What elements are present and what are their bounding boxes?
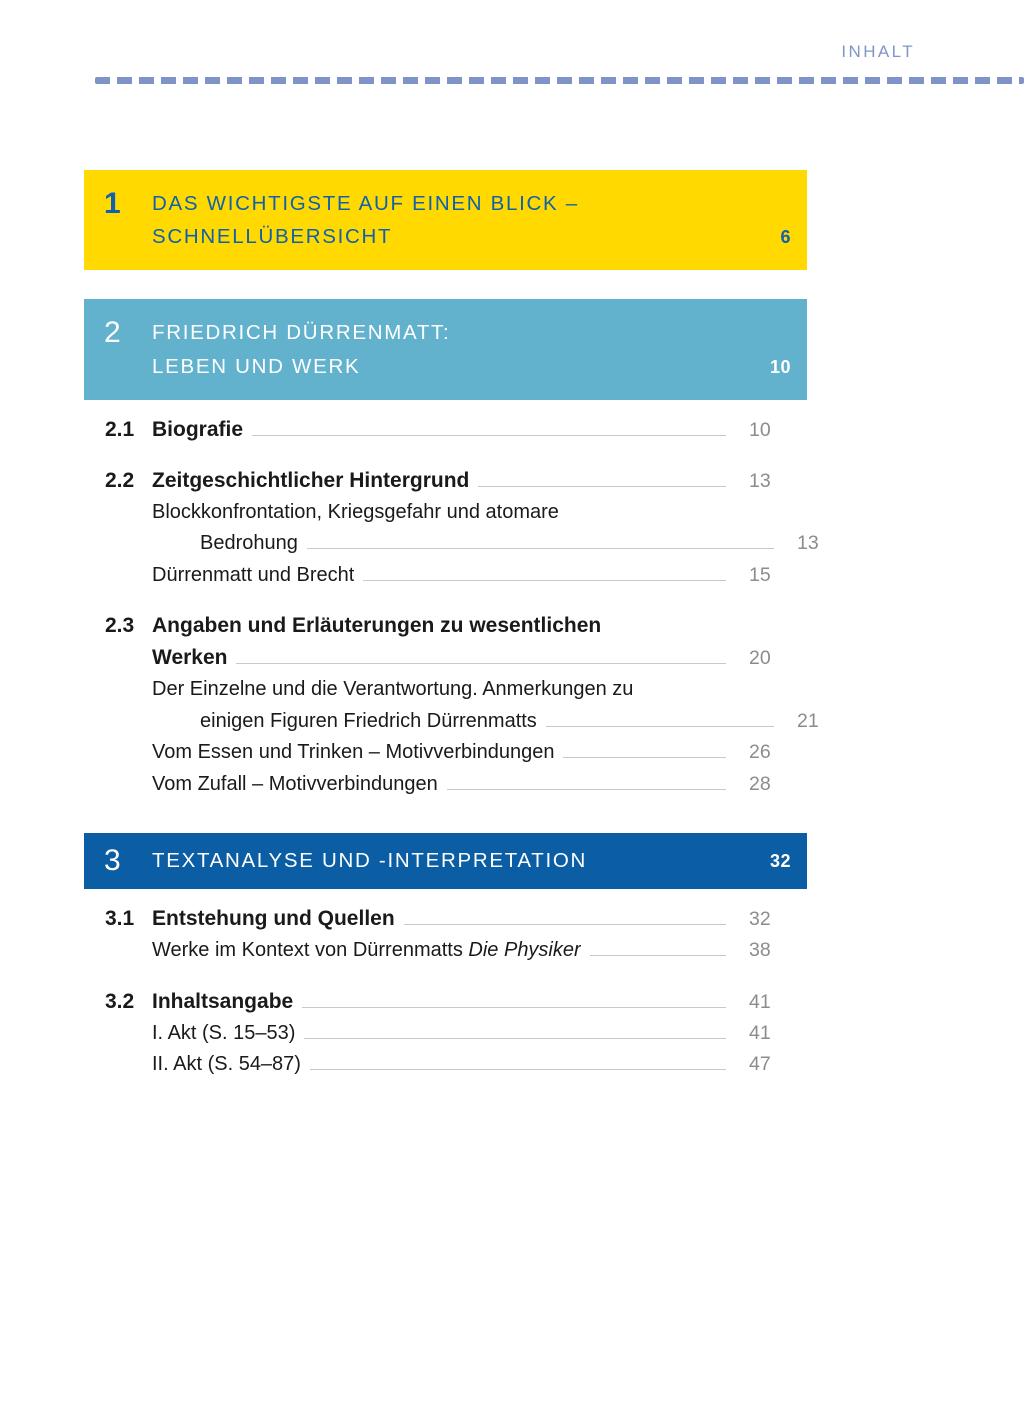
chapter-title-row-2 [152,350,791,383]
chapter-bar-2[interactable] [84,299,807,399]
section-title-line-2: Werken [152,646,228,670]
chapter-page-1: 6 [780,227,791,248]
leader-line [478,486,726,487]
leader-line [307,548,774,549]
section-title: Angaben und Erläuterungen zu wesentlichen [152,614,602,638]
spacer [84,400,807,414]
section-main [152,903,807,935]
subentry-page: 41 [749,1021,771,1044]
chapter-number-1: 1 [104,187,121,220]
leader-line [590,955,726,956]
leader-line [304,1038,726,1039]
section-leader-row [152,642,807,674]
section-leader-row [152,986,807,1018]
subentry-line-2: Bedrohung [200,532,298,555]
chapter-bar-1[interactable] [84,170,807,270]
subentry-line-2: einigen Figuren Friedrich Dürrenmatts [200,709,537,732]
section-page: 20 [749,647,771,670]
chapter-title-row-3 [152,844,791,877]
table-of-contents [84,170,819,1081]
section-page: 32 [749,908,771,931]
spacer [84,270,807,299]
leader-line [302,1007,726,1008]
section-page: 13 [749,469,771,492]
section-number: 2.1 [105,417,135,441]
section-title: Zeitgeschichtlicher Hintergrund [152,468,470,492]
toc-subentry[interactable] [84,737,807,769]
subentry-leader-row [152,737,807,769]
subentry-line-1: Vom Essen und Trinken – Motivverbindungen [152,741,555,764]
section-number: 2.2 [105,468,135,492]
subentry-page: 47 [749,1053,771,1076]
chapter-title-line-2: SCHNELLÜBERSICHT [152,225,393,249]
subentry-text-prefix: Werke im Kontext von Dürrenmatts [152,939,469,962]
section-title: Biografie [152,417,244,441]
chapter-number-2: 2 [104,316,121,350]
spacer [84,446,807,465]
toc-section-2-2[interactable] [84,465,807,497]
subentry-line-1 [152,935,581,967]
spacer [84,967,807,986]
toc-subentry[interactable] [84,497,819,560]
section-main [152,414,807,446]
toc-subentry[interactable] [84,935,807,967]
chapter-title-block-1 [152,187,791,253]
section-page: 10 [749,418,771,441]
subentry-work-title-italic: Die Physiker [468,939,581,962]
chapter-title-block-2 [152,316,791,382]
leader-line [563,757,726,758]
chapter-page-3: 32 [769,850,791,871]
leader-line [310,1069,726,1070]
subentry-page: 38 [749,939,771,962]
subentry-leader-row [152,706,855,738]
subentry-leader-row [152,560,807,592]
subentry-leader-row [152,1018,807,1050]
subentry-line-1: I. Akt (S. 15–53) [152,1021,296,1044]
toc-subentry[interactable] [84,769,807,801]
header-dashed-rule [95,77,1024,84]
subentry-leader-row [152,935,807,967]
toc-section-3-1[interactable] [84,903,807,935]
toc-subentry[interactable] [84,1018,807,1050]
subentry-line-1: Der Einzelne und die Verantwortung. Anmerkungen zu [152,678,634,701]
section-main [152,610,807,674]
toc-section-2-3[interactable] [84,610,807,674]
chapter-page-2: 10 [769,356,791,377]
section-main [152,465,807,497]
chapter-bar-3[interactable] [84,833,807,890]
toc-section-3-2[interactable] [84,986,807,1018]
spacer [84,801,807,833]
leader-line [252,435,726,436]
leader-line [236,663,726,664]
section-leader-row [152,414,807,446]
chapter-title-line-2: LEBEN UND WERK [152,354,361,378]
section-leader-row [152,903,807,935]
chapter-title-line-1: TEXTANALYSE UND -INTERPRETATION [152,848,588,872]
section-title: Entstehung und Quellen [152,907,395,931]
leader-line [404,924,726,925]
chapter-title-block-3 [152,844,791,877]
section-title: Inhaltsangabe [152,989,294,1013]
leader-line [546,726,774,727]
spacer [84,889,807,903]
section-main [152,986,807,1018]
chapter-title-row-1 [152,220,791,253]
toc-subentry[interactable] [84,560,807,592]
subentry-leader-row [152,1049,807,1081]
section-number: 3.1 [105,907,135,931]
toc-subentry[interactable] [84,1049,807,1081]
chapter-number-3: 3 [104,843,121,877]
chapter-title-line-1: DAS WICHTIGSTE AUF EINEN BLICK – [152,192,579,215]
subentry-page: 13 [797,532,819,555]
page-header-label: INHALT [841,42,915,61]
subentry-page: 26 [749,741,771,764]
subentry-line-1: II. Akt (S. 54–87) [152,1053,301,1076]
subentry-line-1: Blockkonfrontation, Kriegsgefahr und atomare [152,500,559,523]
leader-line [363,580,726,581]
subentry-page: 28 [749,773,771,795]
subentry-leader-row [152,528,855,560]
toc-section-2-1[interactable] [84,414,807,446]
subentry-page: 15 [749,563,771,586]
section-number: 3.2 [105,989,135,1013]
subentry-line-1: Dürrenmatt und Brecht [152,563,355,586]
leader-line [447,789,726,790]
page-header [0,42,1024,72]
subentry-leader-row [152,769,807,801]
section-number: 2.3 [105,614,135,638]
section-page: 41 [749,990,771,1013]
toc-subentry[interactable] [84,674,819,737]
spacer [84,591,807,610]
chapter-title-line-1: FRIEDRICH DÜRRENMATT: [152,321,451,345]
section-leader-row [152,465,807,497]
subentry-line-1: Vom Zufall – Motivverbindungen [152,773,438,795]
subentry-page: 21 [797,709,819,732]
